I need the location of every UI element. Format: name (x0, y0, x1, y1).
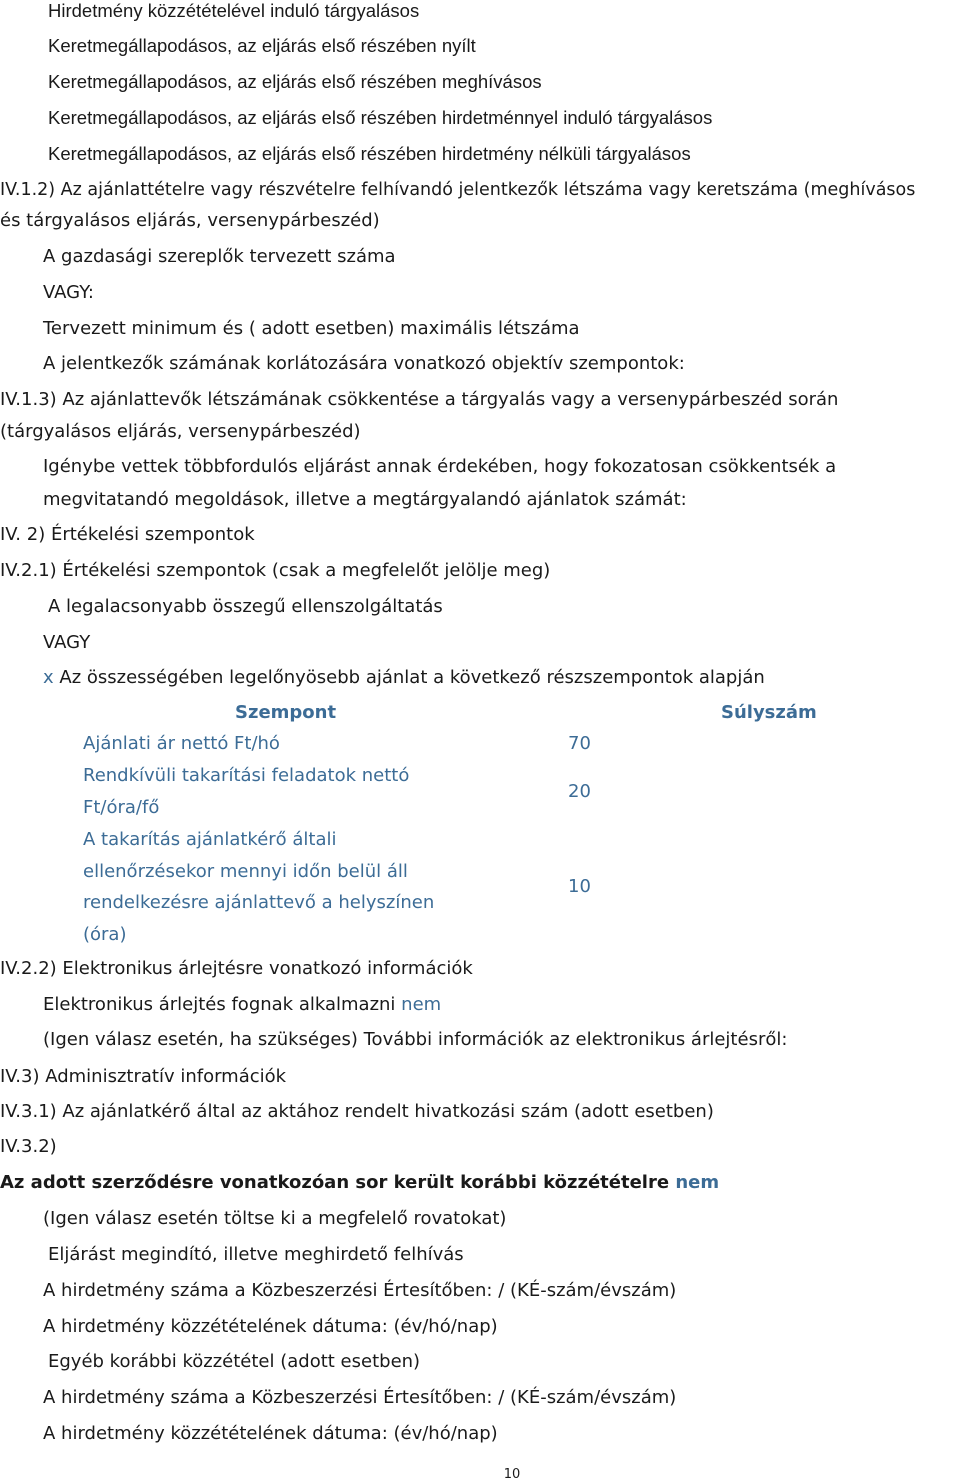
iv-2-heading: IV. 2) Értékelési szempontok (0, 524, 255, 545)
other-publication-label: Egyéb korábbi közzététel (adott esetben) (48, 1351, 421, 1372)
electronic-auction-value: nem (401, 994, 442, 1015)
electronic-auction-line (43, 994, 441, 1016)
iv-2-1-heading: IV.2.1) Értékelési szempontok (csak a megfelelőt jelölje meg) (0, 560, 551, 581)
notice-date-label: A hirdetmény közzétételének dátuma: (év/hó/nap) (43, 1316, 498, 1337)
notice-number-label-2: A hirdetmény száma a Közbeszerzési Értesítőben: / (KÉ-szám/évszám) (43, 1387, 677, 1408)
procedure-type-5: Keretmegállapodásos, az eljárás első részében hirdetmény nélküli tárgyalásos (48, 143, 691, 164)
previous-publication-value: nem (675, 1172, 720, 1193)
criterion-cell-cont: ellenőrzésekor mennyi időn belül áll (83, 861, 408, 882)
call-notice-label: Eljárást megindító, illetve meghirdető felhívás (48, 1244, 464, 1265)
notice-number-label: A hirdetmény száma a Közbeszerzési Értesítőben: / (KÉ-szám/évszám) (43, 1280, 677, 1301)
iv-2-2-heading: IV.2.2) Elektronikus árlejtésre vonatkozó információk (0, 958, 473, 979)
procedure-type-4: Keretmegállapodásos, az eljárás első részében hirdetménnyel induló tárgyalásos (48, 107, 713, 128)
weight-column-header: Súlyszám (721, 702, 817, 723)
criterion-cell-cont: Ft/óra/fő (83, 797, 160, 818)
iv-1-3-heading-cont: (tárgyalásos eljárás, versenypárbeszéd) (0, 421, 361, 442)
iv-1-3-heading: IV.1.3) Az ajánlattevők létszámának csökkentése a tárgyalás vagy a versenypárbeszéd során (0, 389, 839, 410)
auction-more-info: (Igen válasz esetén, ha szükséges) További információk az elektronikus árlejtésről: (43, 1029, 788, 1050)
weight-cell: 20 (568, 781, 591, 802)
previous-publication-label: Az adott szerződésre vonatkozóan sor került korábbi közzétételre (0, 1172, 670, 1193)
procedure-type-1: Hirdetmény közzétételével induló tárgyalásos (48, 0, 420, 21)
iv-3-1-heading: IV.3.1) Az ajánlatkérő által az aktához rendelt hivatkozási szám (adott esetben) (0, 1101, 714, 1122)
or-label-2: VAGY (43, 632, 91, 653)
criterion-cell: Rendkívüli takarítási feladatok nettó (83, 765, 410, 786)
page-number: 10 (503, 1467, 521, 1482)
procedure-type-2: Keretmegállapodásos, az eljárás első részében nyílt (48, 35, 476, 56)
procedure-type-3: Keretmegállapodásos, az eljárás első részében meghívásos (48, 71, 542, 92)
weight-cell: 70 (568, 733, 591, 754)
best-value-label: Az összességében legelőnyösebb ajánlat a következő részszempontok alapján (59, 667, 765, 688)
criterion-cell-cont: rendelkezésre ajánlattevő a helyszínen (83, 892, 435, 913)
best-value-option (43, 667, 765, 689)
or-label: VAGY: (43, 282, 94, 303)
multistage-text-cont: megvitatandó megoldások, illetve a megtárgyalandó ajánlatok számát: (43, 489, 687, 510)
criterion-cell: A takarítás ajánlatkérő általi (83, 829, 337, 850)
iv-3-2-heading: IV.3.2) (0, 1136, 57, 1157)
limitation-criteria-label: A jelentkezők számának korlátozására vonatkozó objektív szempontok: (43, 353, 685, 374)
notice-date-label-2: A hirdetmény közzétételének dátuma: (év/hó/nap) (43, 1423, 498, 1444)
weight-cell: 10 (568, 876, 591, 897)
previous-publication-line (0, 1172, 719, 1194)
criterion-column-header: Szempont (235, 702, 337, 723)
iv-1-2-heading: IV.1.2) Az ajánlattételre vagy részvételre felhívandó jelentkezők létszáma vagy keretszáma (meghívásos (0, 180, 916, 200)
multistage-text: Igénybe vettek többfordulós eljárást annak érdekében, hogy fokozatosan csökkentsék a (43, 456, 837, 477)
criterion-cell-cont: (óra) (83, 924, 127, 945)
planned-min-max-label: Tervezett minimum és ( adott esetben) maximális létszáma (43, 318, 580, 339)
if-yes-instruction: (Igen válasz esetén töltse ki a megfelelő rovatokat) (43, 1208, 507, 1229)
lowest-price-option: A legalacsonyabb összegű ellenszolgáltatás (48, 596, 443, 617)
planned-number-label: A gazdasági szereplők tervezett száma (43, 246, 396, 267)
iv-1-2-heading-cont: és tárgyalásos eljárás, versenypárbeszéd) (0, 210, 380, 231)
electronic-auction-label: Elektronikus árlejtés fognak alkalmazni (43, 994, 396, 1015)
selection-mark: x (43, 667, 54, 688)
iv-3-heading: IV.3) Adminisztratív információk (0, 1066, 287, 1087)
criterion-cell: Ajánlati ár nettó Ft/hó (83, 733, 280, 754)
